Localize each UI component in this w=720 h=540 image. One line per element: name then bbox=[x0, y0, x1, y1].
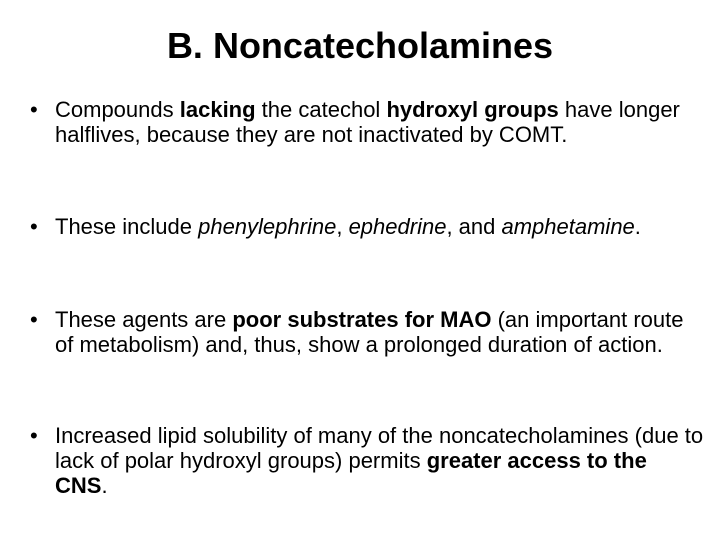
bullet-point-icon: • bbox=[30, 307, 38, 332]
bullet-text-normal: , bbox=[336, 214, 349, 239]
bullet-item bbox=[24, 307, 704, 357]
bullet-text-normal: Compounds bbox=[55, 97, 180, 122]
bullet-text-normal: These include bbox=[55, 214, 199, 239]
slide-title: B. Noncatecholamines bbox=[166, 25, 554, 66]
bullet-text-normal: have longer halflives, because they are not inactivated by COMT. bbox=[55, 97, 680, 147]
bullet-item bbox=[24, 423, 704, 498]
bullet-text-normal: . bbox=[634, 214, 641, 239]
bullet-text-bold: poor substrates for MAO bbox=[232, 307, 492, 332]
bullet-text-normal: . bbox=[101, 473, 108, 498]
bullet-text-normal: These agents are bbox=[55, 307, 233, 332]
bullet-text-normal: Increased lipid solubility of many of the noncatecholamines (due to lack of polar hydroxyl groups) permits bbox=[55, 423, 704, 473]
bullet-text-normal: the catechol bbox=[255, 97, 387, 122]
bullet-text-italic: ephedrine bbox=[348, 214, 447, 239]
bullet-text-italic: phenylephrine bbox=[198, 214, 337, 239]
bullet-text-italic: amphetamine bbox=[501, 214, 635, 239]
bullet-text-normal: , and bbox=[446, 214, 502, 239]
bullet-point-icon: • bbox=[30, 214, 38, 239]
bullet-text-normal: (an important route of metabolism) and, thus, show a prolonged duration of action. bbox=[55, 307, 684, 357]
bullet-text-bold: greater access to the CNS bbox=[55, 448, 647, 498]
bullet-item bbox=[24, 214, 641, 239]
bullet-item bbox=[24, 97, 704, 147]
bullet-text-bold: hydroxyl groups bbox=[386, 97, 559, 122]
bullet-point-icon: • bbox=[30, 97, 38, 122]
bullet-point-icon: • bbox=[30, 423, 38, 448]
bullet-text-bold: lacking bbox=[179, 97, 256, 122]
